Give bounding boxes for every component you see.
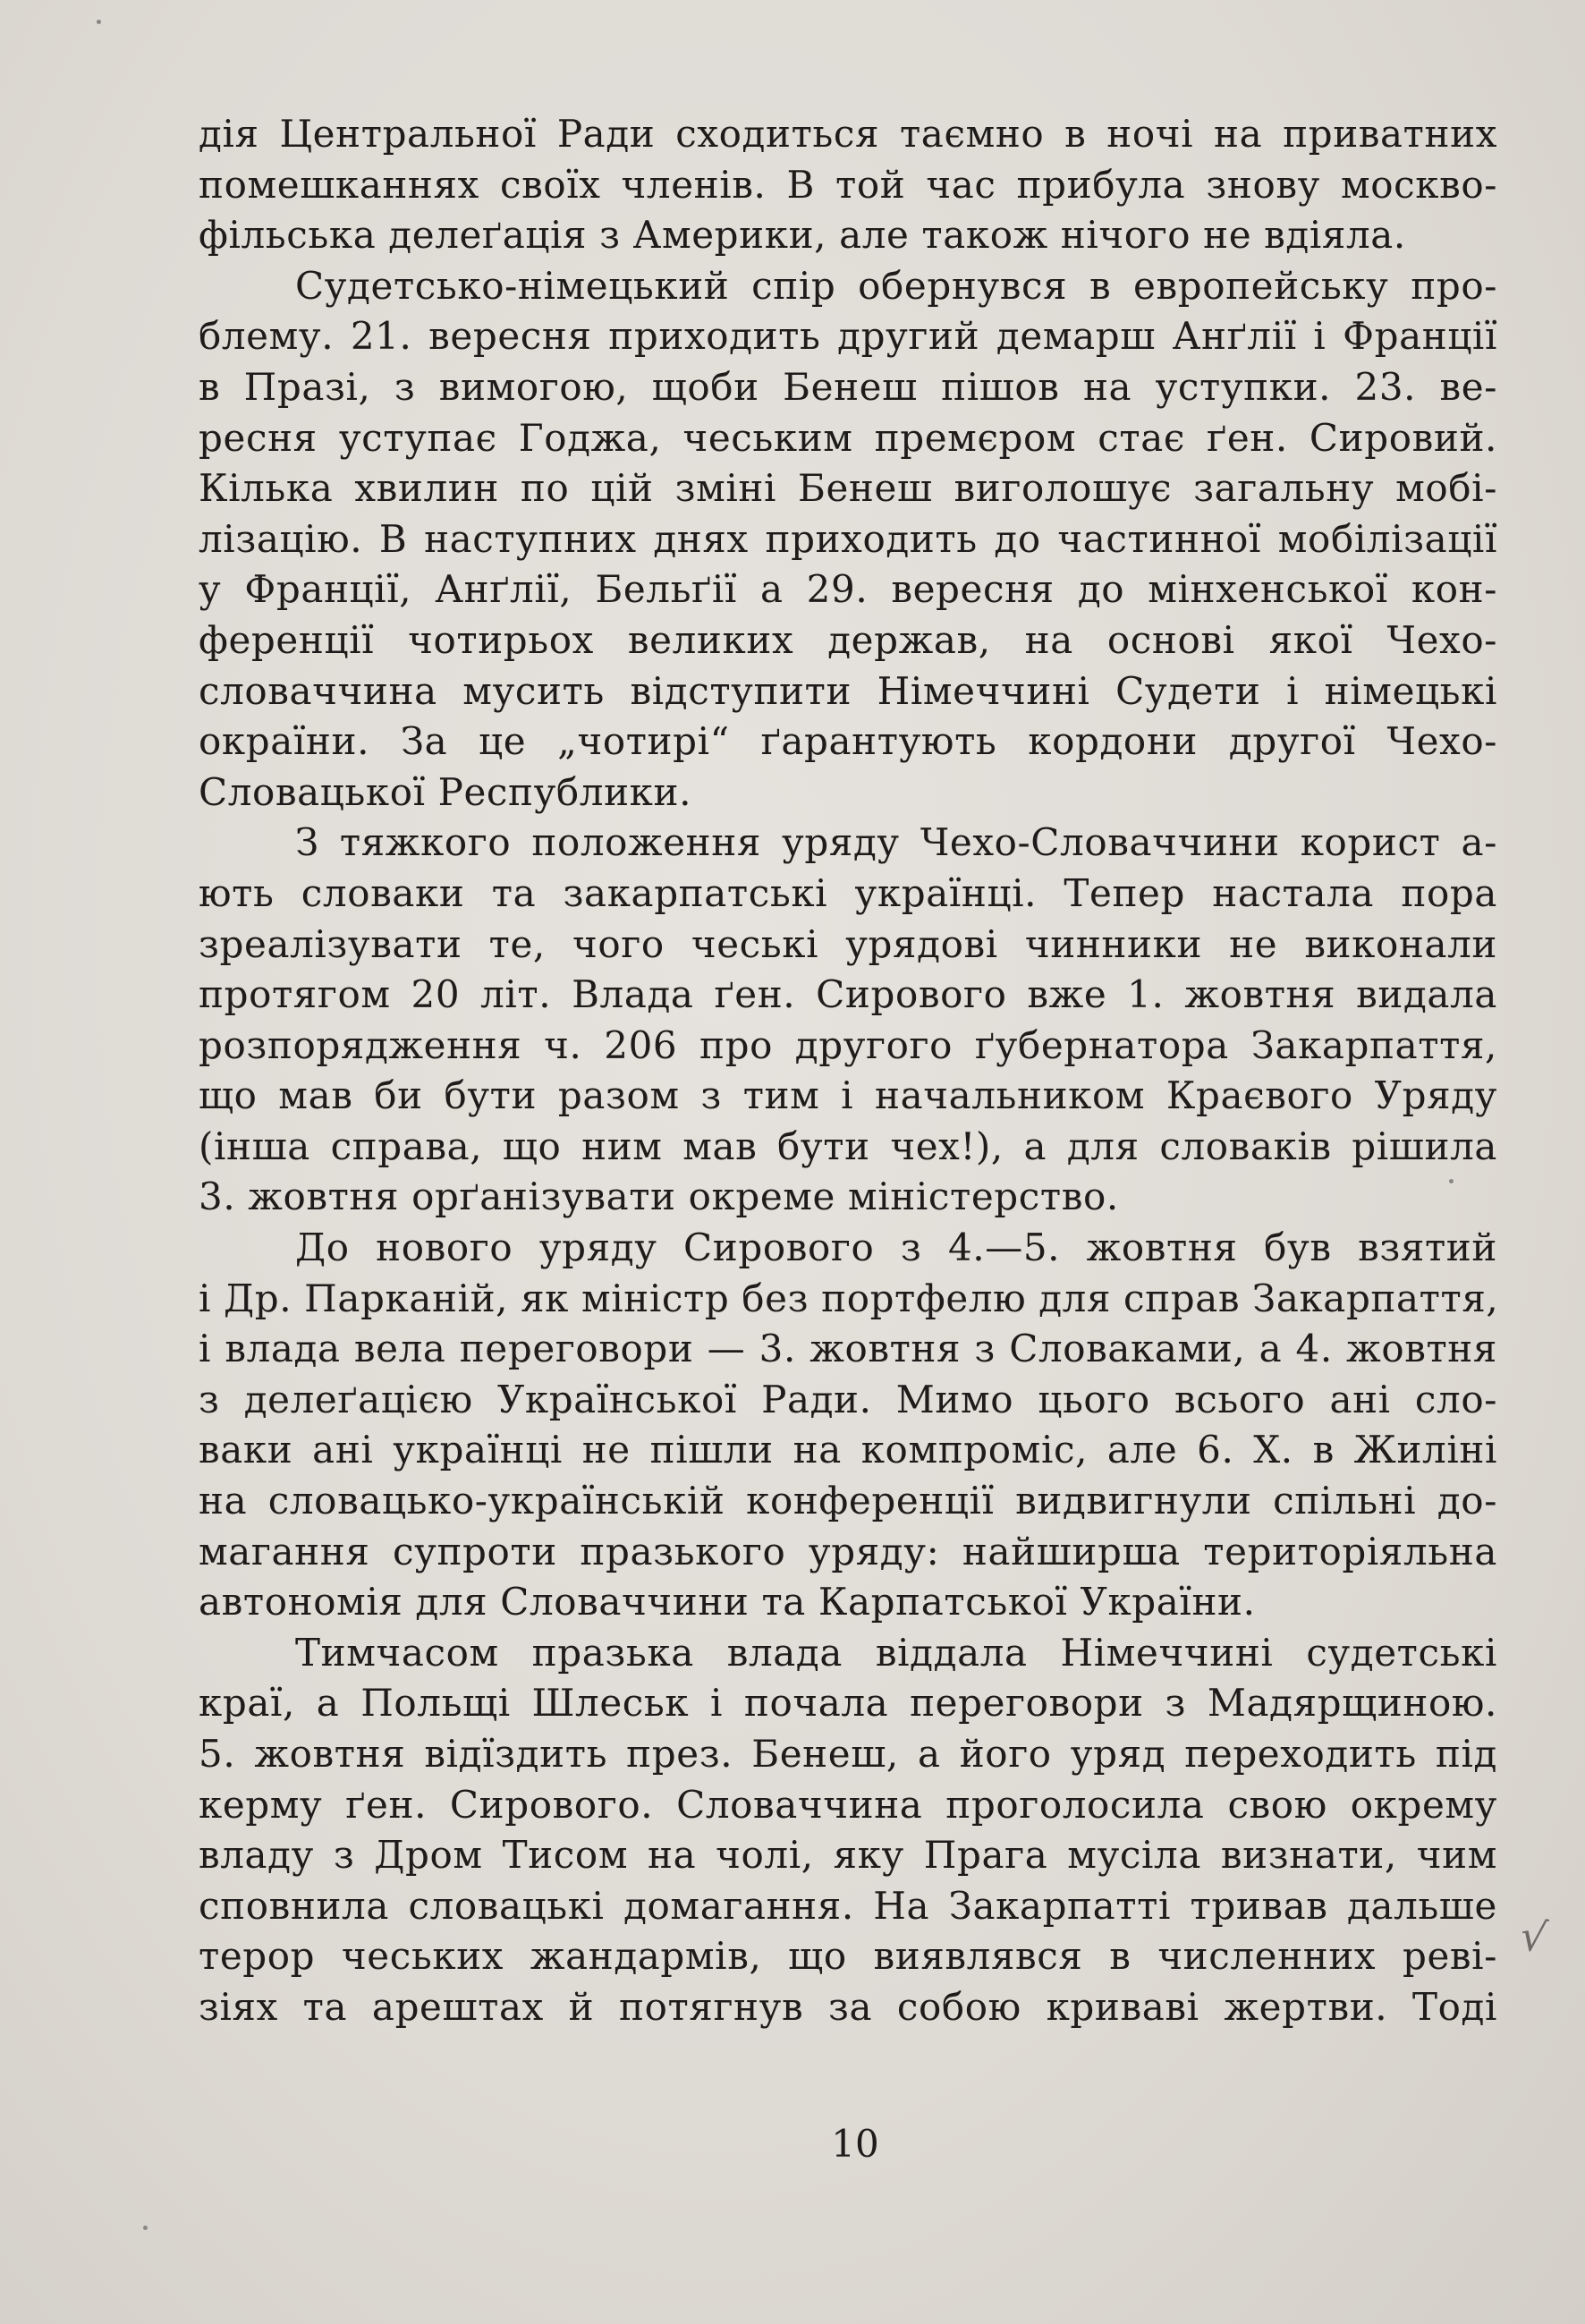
- text-line: керму ґен. Сирового. Словаччина проголосила свою окрему: [199, 1782, 1497, 1827]
- text-line: дія Центральної Ради сходиться таємно в ночі на приватних: [199, 112, 1497, 156]
- text-line: 5. жовтня відїздить през. Бенеш, а його уряд переходить під: [199, 1732, 1497, 1776]
- paper-speck: [97, 20, 101, 24]
- paragraph-1: [199, 109, 1497, 261]
- text-line: ваки ані українці не пішли на компроміс, але 6. Х. в Жиліні: [199, 1428, 1497, 1472]
- text-line: автономія для Словаччини та Карпатської України.: [199, 1580, 1256, 1624]
- paragraph-3: [199, 818, 1497, 1223]
- text-line: Тимчасом празька влада віддала Німеччині судетські: [295, 1630, 1497, 1675]
- body-text: [199, 109, 1497, 2033]
- text-line: в Празі, з вимогою, щоби Бенеш пішов на уступки. 23. ве-: [199, 364, 1497, 409]
- pencil-check-mark: √: [1517, 1911, 1550, 1963]
- paper-speck: [143, 2226, 148, 2230]
- paragraph-2: [199, 261, 1497, 818]
- text-line: краї, а Польщі Шлеськ і почала переговори з Мадярщиною.: [199, 1681, 1497, 1726]
- paragraph-5: [199, 1628, 1497, 2033]
- text-line: блему. 21. вересня приходить другий демарш Анґлії і Франції: [199, 314, 1497, 359]
- text-line: ференції чотирьох великих держав, на основі якої Чехо-: [199, 617, 1497, 662]
- text-line: сповнила словацькі домагання. На Закарпатті тривав дальше: [199, 1883, 1497, 1928]
- text-line: Словацької Республики.: [199, 769, 692, 814]
- text-line: що мав би бути разом з тим і начальником Краєвого Уряду: [199, 1073, 1497, 1118]
- text-line: магання супроти празького уряду: найширша територіяльна: [199, 1529, 1497, 1573]
- text-line: помешканнях своїх членів. В той час прибула знову москво-: [199, 162, 1497, 207]
- text-line: у Франції, Анґлії, Бельґії а 29. вересня до мінхенської кон-: [199, 567, 1497, 612]
- text-line: Кілька хвилин по цій зміні Бенеш виголошує загальну мобі-: [199, 466, 1497, 511]
- page-number: 10: [831, 2122, 879, 2166]
- text-line: 3. жовтня орґанізувати окреме міністерство.: [199, 1175, 1119, 1219]
- text-line: окраїни. За це „чотирі“ ґарантують кордони другої Чехо-: [199, 719, 1497, 764]
- text-line: терор чеських жандармів, що виявлявся в численних реві-: [199, 1934, 1497, 1979]
- text-line: Судетсько-німецький спір обернувся в европейську про-: [295, 263, 1497, 308]
- text-line: і Др. Парканій, як міністр без портфелю для справ Закарпаття,: [199, 1276, 1499, 1320]
- text-line: і влада вела переговори — 3. жовтня з Словаками, а 4. жовтня: [199, 1327, 1497, 1371]
- text-line: фільська делеґація з Америки, але також нічого не вдіяла.: [199, 213, 1406, 258]
- text-line: владу з Дром Тисом на чолі, яку Прага мусіла визнати, чим: [199, 1833, 1497, 1878]
- text-line: зреалізувати те, чого чеські урядові чинники не виконали: [199, 921, 1497, 966]
- text-line: з делеґацією Української Ради. Мимо цього всього ані сло-: [199, 1377, 1497, 1421]
- text-line: ресня уступає Годжа, чеським премєром стає ґен. Сировий.: [199, 415, 1497, 460]
- text-line: (інша справа, що ним мав бути чех!), а для словаків рішила: [199, 1124, 1497, 1168]
- text-line: ють словаки та закарпатські українці. Тепер настала пора: [199, 870, 1497, 915]
- text-line: До нового уряду Сирового з 4.—5. жовтня був взятий: [295, 1226, 1497, 1270]
- paper-speck: [1449, 1179, 1454, 1183]
- text-line: на словацько-українській конференції видвигнули спільні до-: [199, 1479, 1497, 1523]
- text-line: словаччина мусить відступити Німеччині Судети і німецькі: [199, 668, 1497, 713]
- text-line: лізацію. В наступних днях приходить до частинної мобілізації: [199, 516, 1497, 561]
- text-line: зіях та арештах й потягнув за собою криваві жертви. Тоді: [199, 1984, 1497, 2029]
- text-line: З тяжкого положення уряду Чехо-Словаччини корист а-: [295, 820, 1497, 865]
- paragraph-4: [199, 1223, 1497, 1628]
- text-line: протягом 20 літ. Влада ґен. Сирового вже 1. жовтня видала: [199, 972, 1497, 1017]
- text-line: розпорядження ч. 206 про другого ґубернатора Закарпаття,: [199, 1022, 1497, 1067]
